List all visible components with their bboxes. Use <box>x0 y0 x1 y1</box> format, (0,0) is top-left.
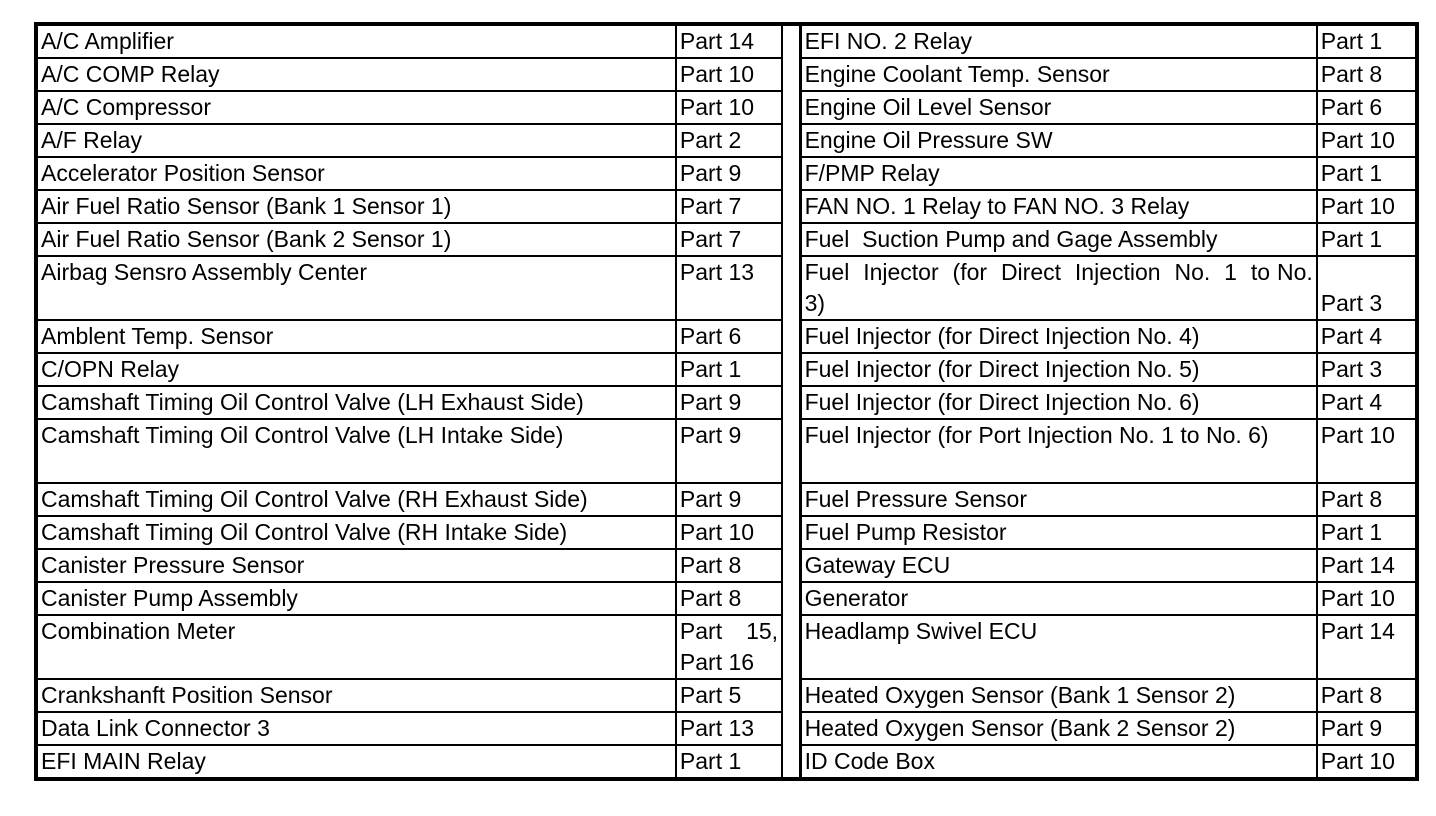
part-reference-cell: Part 1 <box>1317 24 1417 58</box>
component-name-cell: Camshaft Timing Oil Control Valve (RH Intake Side) <box>36 516 676 549</box>
part-reference-cell: Part 8 <box>676 549 782 582</box>
table-row <box>36 549 1417 582</box>
column-gap <box>782 256 791 320</box>
column-gap <box>791 190 800 223</box>
column-gap <box>791 124 800 157</box>
table-row <box>36 353 1417 386</box>
component-name-cell: Crankshanft Position Sensor <box>36 679 676 712</box>
component-name-cell: F/PMP Relay <box>800 157 1317 190</box>
component-name-cell: A/F Relay <box>36 124 676 157</box>
part-reference-cell: Part 2 <box>676 124 782 157</box>
component-name-cell: Amblent Temp. Sensor <box>36 320 676 353</box>
part-reference-cell: Part 14 <box>1317 549 1417 582</box>
column-gap <box>782 124 791 157</box>
part-reference-cell: Part 9 <box>676 157 782 190</box>
column-gap <box>782 745 791 779</box>
table-row <box>36 58 1417 91</box>
component-name-cell: Engine Coolant Temp. Sensor <box>800 58 1317 91</box>
part-reference-cell: Part 4 <box>1317 386 1417 419</box>
component-name-cell: A/C Compressor <box>36 91 676 124</box>
column-gap <box>782 24 791 58</box>
part-reference-cell: Part 3 <box>1317 256 1417 320</box>
table-row <box>36 124 1417 157</box>
parts-table-body <box>36 24 1417 779</box>
table-row <box>36 320 1417 353</box>
part-reference-cell: Part 10 <box>1317 190 1417 223</box>
column-gap <box>791 353 800 386</box>
column-gap <box>782 712 791 745</box>
table-row <box>36 745 1417 779</box>
part-reference-cell: Part 15, Part 16 <box>676 615 782 679</box>
component-name-cell: Camshaft Timing Oil Control Valve (LH Exhaust Side) <box>36 386 676 419</box>
part-reference-cell: Part 6 <box>676 320 782 353</box>
column-gap <box>782 190 791 223</box>
component-name-cell: Generator <box>800 582 1317 615</box>
component-name-cell: EFI NO. 2 Relay <box>800 24 1317 58</box>
table-row <box>36 419 1417 483</box>
part-reference-cell: Part 1 <box>1317 223 1417 256</box>
column-gap <box>782 483 791 516</box>
component-name-cell: Canister Pressure Sensor <box>36 549 676 582</box>
table-row <box>36 615 1417 679</box>
table-row <box>36 223 1417 256</box>
part-reference-cell: Part 8 <box>676 582 782 615</box>
column-gap <box>782 516 791 549</box>
table-row <box>36 256 1417 320</box>
part-reference-cell: Part 1 <box>1317 516 1417 549</box>
table-row <box>36 157 1417 190</box>
parts-location-table <box>34 22 1419 781</box>
part-reference-cell: Part 7 <box>676 223 782 256</box>
component-name-cell: Fuel Injector (for Port Injection No. 1 to No. 6) <box>800 419 1317 483</box>
component-name-cell: Fuel Pressure Sensor <box>800 483 1317 516</box>
column-gap <box>782 679 791 712</box>
component-name-cell: Combination Meter <box>36 615 676 679</box>
component-name-cell: Headlamp Swivel ECU <box>800 615 1317 679</box>
component-name-cell: ID Code Box <box>800 745 1317 779</box>
column-gap <box>791 24 800 58</box>
component-name-cell: Heated Oxygen Sensor (Bank 2 Sensor 2) <box>800 712 1317 745</box>
component-name-cell: EFI MAIN Relay <box>36 745 676 779</box>
component-name-cell: Camshaft Timing Oil Control Valve (LH Intake Side) <box>36 419 676 483</box>
part-reference-cell: Part 7 <box>676 190 782 223</box>
part-reference-cell: Part 8 <box>1317 679 1417 712</box>
component-name-cell: C/OPN Relay <box>36 353 676 386</box>
part-reference-cell: Part 5 <box>676 679 782 712</box>
table-row <box>36 190 1417 223</box>
table-row <box>36 679 1417 712</box>
component-name-cell: Airbag Sensro Assembly Center <box>36 256 676 320</box>
column-gap <box>782 353 791 386</box>
column-gap <box>782 91 791 124</box>
part-reference-cell: Part 14 <box>1317 615 1417 679</box>
column-gap <box>791 615 800 679</box>
table-row <box>36 483 1417 516</box>
part-reference-cell: Part 9 <box>676 483 782 516</box>
column-gap <box>791 483 800 516</box>
column-gap <box>791 516 800 549</box>
part-reference-cell: Part 10 <box>1317 419 1417 483</box>
component-name-cell: Camshaft Timing Oil Control Valve (RH Exhaust Side) <box>36 483 676 516</box>
column-gap <box>782 320 791 353</box>
table-row <box>36 386 1417 419</box>
part-reference-cell: Part 3 <box>1317 353 1417 386</box>
component-name-cell: Fuel Injector (for Direct Injection No. 1 to No. 3) <box>800 256 1317 320</box>
column-gap <box>791 157 800 190</box>
part-reference-cell: Part 10 <box>676 91 782 124</box>
part-reference-cell: Part 8 <box>1317 58 1417 91</box>
part-reference-cell: Part 13 <box>676 712 782 745</box>
component-name-cell: Heated Oxygen Sensor (Bank 1 Sensor 2) <box>800 679 1317 712</box>
component-name-cell: Air Fuel Ratio Sensor (Bank 2 Sensor 1) <box>36 223 676 256</box>
column-gap <box>782 419 791 483</box>
component-name-cell: Accelerator Position Sensor <box>36 157 676 190</box>
column-gap <box>782 549 791 582</box>
column-gap <box>791 91 800 124</box>
component-name-cell: Fuel Injector (for Direct Injection No. 6) <box>800 386 1317 419</box>
column-gap <box>791 58 800 91</box>
part-reference-cell: Part 1 <box>676 353 782 386</box>
component-name-cell: Air Fuel Ratio Sensor (Bank 1 Sensor 1) <box>36 190 676 223</box>
part-reference-cell: Part 10 <box>1317 745 1417 779</box>
column-gap <box>791 386 800 419</box>
table-row <box>36 516 1417 549</box>
part-reference-cell: Part 1 <box>676 745 782 779</box>
component-name-cell: A/C COMP Relay <box>36 58 676 91</box>
column-gap <box>782 58 791 91</box>
component-name-cell: Fuel Suction Pump and Gage Assembly <box>800 223 1317 256</box>
column-gap <box>791 582 800 615</box>
table-row <box>36 24 1417 58</box>
table-row <box>36 582 1417 615</box>
component-name-cell: Canister Pump Assembly <box>36 582 676 615</box>
part-reference-cell: Part 10 <box>676 516 782 549</box>
column-gap <box>791 745 800 779</box>
column-gap <box>791 712 800 745</box>
column-gap <box>791 679 800 712</box>
part-reference-cell: Part 14 <box>676 24 782 58</box>
column-gap <box>791 549 800 582</box>
part-reference-cell: Part 8 <box>1317 483 1417 516</box>
column-gap <box>791 223 800 256</box>
part-reference-cell: Part 9 <box>676 419 782 483</box>
column-gap <box>782 582 791 615</box>
component-name-cell: Gateway ECU <box>800 549 1317 582</box>
component-name-cell: A/C Amplifier <box>36 24 676 58</box>
column-gap <box>782 223 791 256</box>
table-row <box>36 91 1417 124</box>
part-reference-cell: Part 10 <box>1317 124 1417 157</box>
part-reference-cell: Part 9 <box>1317 712 1417 745</box>
column-gap <box>791 256 800 320</box>
part-reference-cell: Part 1 <box>1317 157 1417 190</box>
part-reference-cell: Part 9 <box>676 386 782 419</box>
component-name-cell: FAN NO. 1 Relay to FAN NO. 3 Relay <box>800 190 1317 223</box>
component-name-cell: Fuel Pump Resistor <box>800 516 1317 549</box>
table-row <box>36 712 1417 745</box>
component-name-cell: Fuel Injector (for Direct Injection No. 4) <box>800 320 1317 353</box>
component-name-cell: Fuel Injector (for Direct Injection No. 5) <box>800 353 1317 386</box>
part-reference-cell: Part 4 <box>1317 320 1417 353</box>
column-gap <box>791 320 800 353</box>
column-gap <box>782 386 791 419</box>
column-gap <box>791 419 800 483</box>
part-reference-cell: Part 10 <box>1317 582 1417 615</box>
component-name-cell: Engine Oil Level Sensor <box>800 91 1317 124</box>
component-name-cell: Data Link Connector 3 <box>36 712 676 745</box>
part-reference-cell: Part 13 <box>676 256 782 320</box>
column-gap <box>782 157 791 190</box>
part-reference-cell: Part 10 <box>676 58 782 91</box>
component-name-cell: Engine Oil Pressure SW <box>800 124 1317 157</box>
part-reference-cell: Part 6 <box>1317 91 1417 124</box>
